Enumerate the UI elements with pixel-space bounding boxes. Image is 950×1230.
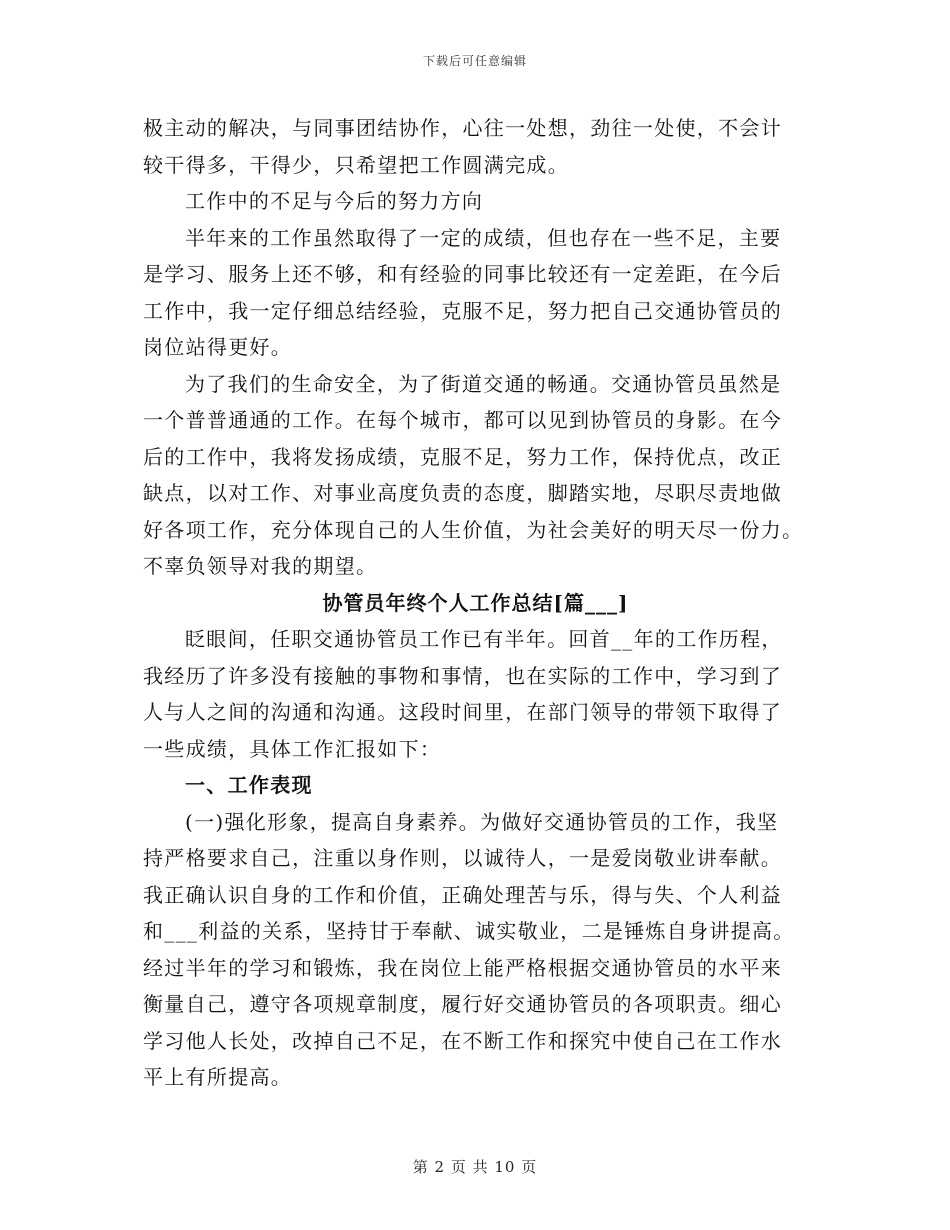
paragraph-line: 学习他人长处，改掉自己不足，在不断工作和探究中使自己在工作水 — [143, 1028, 782, 1053]
paragraph-line: 人与人之间的沟通和沟通。这段时间里，在部门领导的带领下取得了 — [143, 700, 782, 724]
paragraph-line: 一个普普通通的工作。在每个城市，都可以见到协管员的身影。在今 — [143, 408, 782, 432]
paragraph-line: 工作中，我一定仔细总结经验，克服不足，努力把自己交通协管员的 — [143, 298, 782, 323]
section-heading: 一、工作表现 — [185, 773, 313, 797]
paragraph-line: 缺点，以对工作、对事业高度负责的态度，脚踏实地，尽职尽责地做 — [143, 481, 782, 505]
paragraph-line: 岗位站得更好。 — [143, 335, 293, 359]
paragraph-line: 经过半年的学习和锻炼，我在岗位上能严格根据交通协管员的水平来 — [143, 955, 782, 980]
paragraph-line: (一)强化形象，提高自身素养。为做好交通协管员的工作，我坚 — [185, 809, 779, 834]
paragraph-line: 较干得多，干得少，只希望把工作圆满完成。 — [143, 152, 569, 177]
paragraph-line: 为了我们的生命安全，为了街道交通的畅通。交通协管员虽然是 — [185, 371, 782, 396]
paragraph-line: 平上有所提高。 — [143, 1065, 293, 1089]
section-subtitle: 工作中的不足与今后的努力方向 — [185, 189, 484, 213]
paragraph-line: 眨眼间，任职交通协管员工作已有半年。回首__年的工作历程， — [185, 627, 783, 651]
paragraph-line: 我正确认识自身的工作和价值，正确处理苦与乐，得与失、个人利益 — [143, 882, 782, 907]
page-header: 下载后可任意编辑 — [422, 54, 527, 68]
paragraph-line: 持严格要求自己，注重以身作则，以诚待人，一是爱岗敬业讲奉献。 — [143, 846, 782, 870]
paragraph-line: 半年来的工作虽然取得了一定的成绩，但也存在一些不足，主要 — [185, 225, 782, 250]
paragraph-line: 和___利益的关系，坚持甘于奉献、诚实敬业，二是锤炼自身讲提高。 — [143, 919, 795, 943]
paragraph-line: 衡量自己，遵守各项规章制度，履行好交通协管员的各项职责。细心 — [143, 992, 782, 1016]
document-body — [143, 110, 808, 1096]
paragraph-line: 极主动的解决，与同事团结协作，心往一处想，劲往一处使，不会计 — [143, 116, 782, 140]
paragraph-line: 一些成绩，具体工作汇报如下： — [143, 736, 442, 761]
paragraph-line: 不辜负领导对我的期望。 — [143, 554, 378, 578]
page-number: 第 2 页 共 10 页 — [412, 1158, 538, 1176]
paragraph-line: 是学习、服务上还不够，和有经验的同事比较还有一定差距，在今后 — [143, 262, 782, 286]
paragraph-line: 我经历了许多没有接触的事物和事情，也在实际的工作中，学习到了 — [143, 663, 782, 688]
paragraph-line: 后的工作中，我将发扬成绩，克服不足，努力工作，保持优点，改正 — [143, 444, 782, 469]
article-title: 协管员年终个人工作总结[篇___] — [322, 590, 629, 615]
paragraph-line: 好各项工作，充分体现自己的人生价值，为社会美好的明天尽一份力。 — [143, 517, 804, 542]
